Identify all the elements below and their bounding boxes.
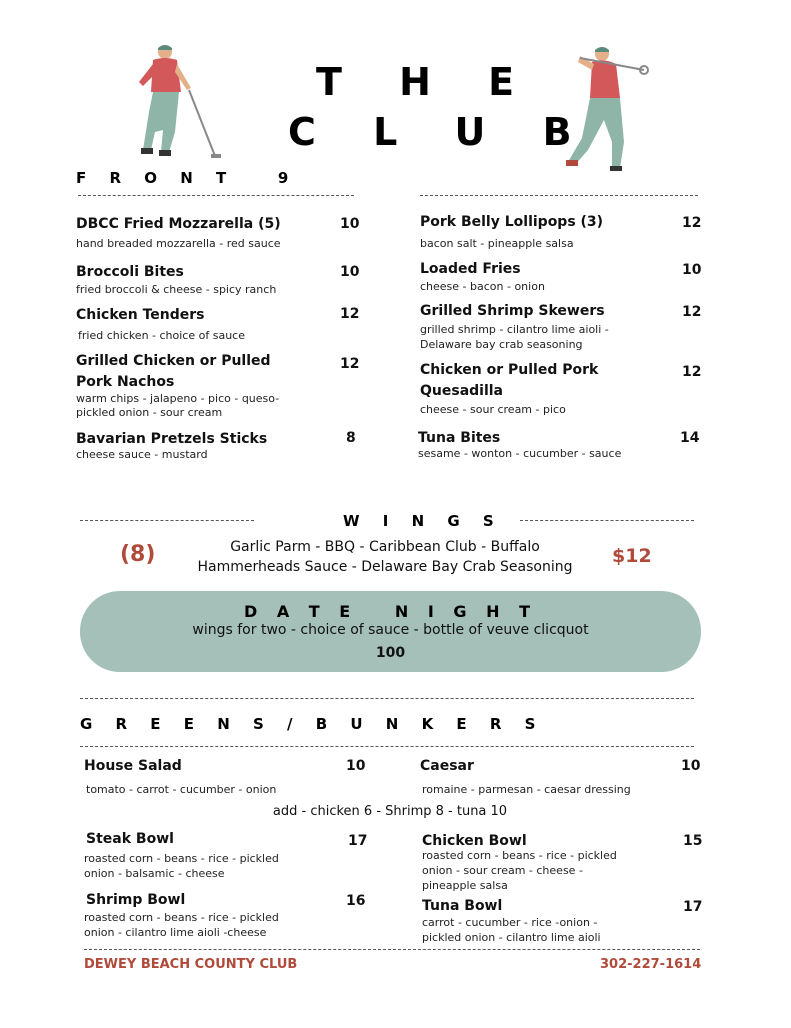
- item-price: 12: [340, 356, 360, 372]
- item-name: Broccoli Bites: [76, 264, 184, 280]
- item-desc: carrot - cucumber - rice -onion -: [422, 916, 598, 929]
- item-price: 17: [683, 899, 703, 915]
- item-price: 10: [682, 262, 702, 278]
- item-desc: roasted corn - beans - rice - pickled: [84, 852, 279, 865]
- wings-flavors-line-1: Garlic Parm - BBQ - Caribbean Club - Buffalo: [230, 539, 540, 555]
- item-name: Bavarian Pretzels Sticks: [76, 431, 268, 447]
- item-name: Quesadilla: [420, 383, 504, 399]
- item-name: Grilled Shrimp Skewers: [420, 303, 605, 319]
- wings-count: (8): [120, 542, 156, 567]
- item-price: 12: [340, 306, 360, 322]
- date-night-price: 100: [375, 645, 406, 661]
- item-desc: sesame - wonton - cucumber - sauce: [418, 447, 622, 460]
- divider: [80, 746, 694, 747]
- item-name: Chicken or Pulled Pork: [420, 362, 599, 378]
- item-desc: bacon salt - pineapple salsa: [420, 237, 574, 250]
- item-name: Shrimp Bowl: [86, 892, 186, 908]
- item-desc: roasted corn - beans - rice - pickled: [422, 849, 617, 862]
- item-price: 10: [681, 758, 701, 774]
- item-desc: cheese sauce - mustard: [76, 448, 208, 461]
- item-name: Steak Bowl: [86, 831, 174, 847]
- item-desc: onion - cilantro lime aioli -cheese: [84, 926, 267, 939]
- item-price: 10: [346, 758, 366, 774]
- title-line-2: C L U B: [288, 110, 594, 154]
- item-desc: tomato - carrot - cucumber - onion: [86, 783, 277, 796]
- item-desc: onion - sour cream - cheese -: [422, 864, 583, 877]
- item-desc: onion - balsamic - cheese: [84, 867, 225, 880]
- footer-phone: 302-227-1614: [600, 957, 702, 972]
- front9-heading: F R O N T 9: [76, 169, 298, 187]
- item-name: House Salad: [84, 758, 182, 774]
- item-desc: Delaware bay crab seasoning: [420, 338, 583, 351]
- item-desc: pineapple salsa: [422, 879, 508, 892]
- item-name: Pork Belly Lollipops (3): [420, 214, 604, 230]
- item-price: 12: [682, 215, 702, 231]
- item-name: Caesar: [420, 758, 474, 774]
- item-name: Loaded Fries: [420, 261, 521, 277]
- item-desc: cheese - sour cream - pico: [420, 403, 566, 416]
- title-line-1: T H E: [316, 60, 537, 104]
- item-name: Pork Nachos: [76, 374, 175, 390]
- wings-heading: W I N G S: [343, 512, 503, 530]
- item-name: Chicken Tenders: [76, 307, 205, 323]
- item-desc: romaine - parmesan - caesar dressing: [422, 783, 631, 796]
- item-desc: warm chips - jalapeno - pico - queso-: [76, 392, 280, 405]
- item-desc: fried chicken - choice of sauce: [78, 329, 245, 342]
- wings-flavors-line-2: Hammerheads Sauce - Delaware Bay Crab Seasoning: [197, 559, 573, 575]
- divider: [80, 698, 694, 699]
- divider: [420, 195, 698, 196]
- footer-club-name: DEWEY BEACH COUNTY CLUB: [84, 957, 298, 972]
- item-name: Chicken Bowl: [422, 833, 527, 849]
- divider: [84, 949, 700, 950]
- item-price: 17: [348, 833, 368, 849]
- item-desc: pickled onion - sour cream: [76, 406, 223, 419]
- item-price: 15: [683, 833, 703, 849]
- add-ons: add - chicken 6 - Shrimp 8 - tuna 10: [272, 804, 508, 819]
- date-night-heading: D A T E N I G H T: [244, 602, 537, 621]
- item-price: 8: [346, 430, 356, 446]
- item-name: DBCC Fried Mozzarella (5): [76, 216, 281, 232]
- divider: [78, 195, 354, 196]
- item-desc: pickled onion - cilantro lime aioli: [422, 931, 601, 944]
- item-price: 12: [682, 364, 702, 380]
- golfer-standing-illustration: [125, 42, 225, 162]
- item-price: 10: [340, 264, 360, 280]
- item-price: 16: [346, 893, 366, 909]
- item-name: Tuna Bites: [418, 430, 501, 446]
- item-desc: fried broccoli & cheese - spicy ranch: [76, 283, 277, 296]
- item-desc: cheese - bacon - onion: [420, 280, 545, 293]
- item-name: Tuna Bowl: [422, 898, 503, 914]
- divider: [80, 520, 254, 521]
- item-desc: hand breaded mozzarella - red sauce: [76, 237, 281, 250]
- item-price: 10: [340, 216, 360, 232]
- item-price: 12: [682, 304, 702, 320]
- date-night-desc: wings for two - choice of sauce - bottle of veuve clicquot: [192, 622, 589, 638]
- item-desc: roasted corn - beans - rice - pickled: [84, 911, 279, 924]
- greens-heading: G R E E N S / B U N K E R S: [80, 715, 545, 733]
- item-price: 14: [680, 430, 700, 446]
- divider: [520, 520, 694, 521]
- wings-price: $12: [612, 545, 652, 567]
- item-desc: grilled shrimp - cilantro lime aioli -: [420, 323, 609, 336]
- item-name: Grilled Chicken or Pulled: [76, 353, 271, 369]
